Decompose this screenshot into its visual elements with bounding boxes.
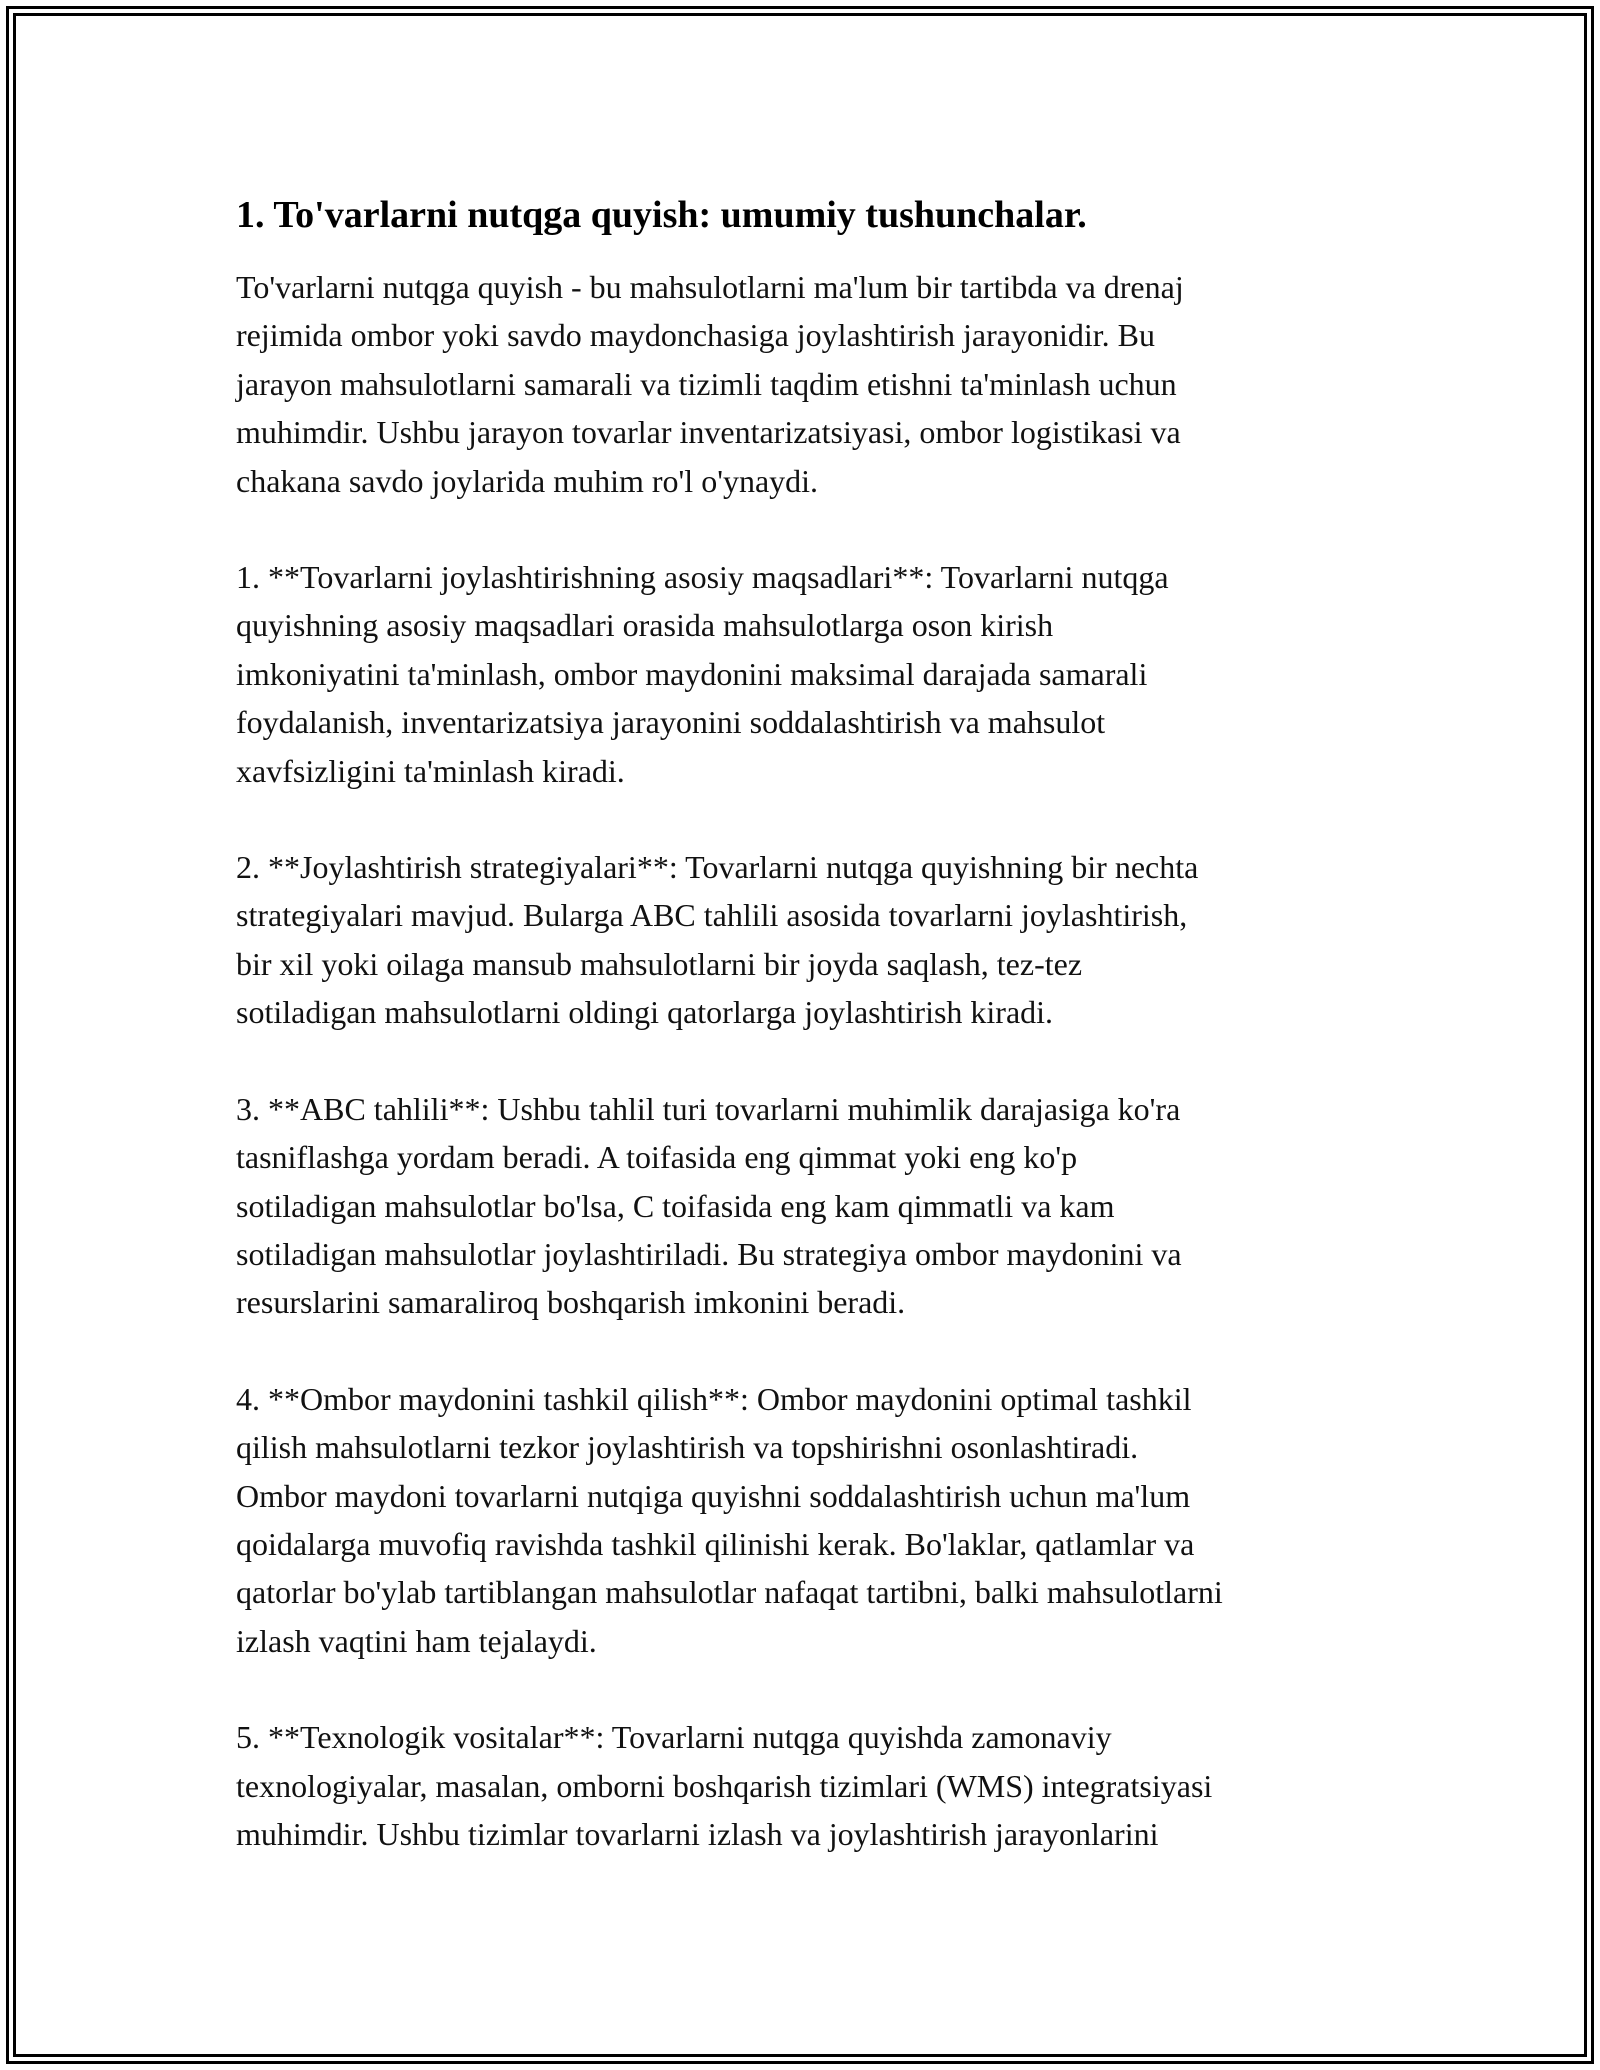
point-3-paragraph: 3. **ABC tahlili**: Ushbu tahlil turi tovarlarni muhimlik darajasiga ko'ra tasniflashga yordam beradi. A toifasida eng qimmat yoki eng ko'p sotiladigan mahsulotlar bo'lsa, C toifasida eng kam qimmatli va kam sotiladigan mahsulotlar joylashtiriladi. Bu strategiya ombor maydonini va resurslarini samaraliroq boshqarish imkonini beradi. — [236, 1090, 1182, 1321]
document-page — [236, 185, 1386, 1906]
point-5-paragraph: 5. **Texnologik vositalar**: Tovarlarni nutqga quyishda zamonaviy texnologiyalar, masalan, omborni boshqarish tizimlari (WMS) integratsiyasi muhimdir. Ushbu tizimlar tovarlarni izlash va joylashtirish jarayonlarini — [236, 1719, 1213, 1852]
point-1-paragraph: 1. **Tovarlarni joylashtirishning asosiy maqsadlari**: Tovarlarni nutqga quyishning asosiy maqsadlari orasida mahsulotlarga oson kirish imkoniyatini ta'minlash, ombor maydonini maksimal darajada samarali foydalanish, inventarizatsiya jarayonini soddalashtirish va mahsulot xavfsizligini ta'minlash kiradi. — [236, 559, 1169, 789]
point-2-paragraph: 2. **Joylashtirish strategiyalari**: Tovarlarni nutqga quyishning bir nechta strategiyalari mavjud. Bularga ABC tahlili asosida tovarlarni joylashtirish, bir xil yoki oilaga mansub mahsulotlarni bir joyda saqlash, tez-tez sotiladigan mahsulotlarni oldingi qatorlarga joylashtirish kiradi. — [236, 849, 1199, 1031]
point-4-paragraph: 4. **Ombor maydonini tashkil qilish**: Ombor maydonini optimal tashkil qilish mahsulotlarni tezkor joylashtirish va topshirishni osonlashtiradi. Ombor maydoni tovarlarni nutqiga quyishni soddalashtirish uchun ma'lum qoidalarga muvofiq ravishda tashkil qilinishi kerak. Bo'laklar, qatlamlar va qatorlar bo'ylab tartiblangan mahsulotlar nafaqat tartibni, balki mahsulotlarni izlash vaqtini ham tejalaydi. — [236, 1380, 1223, 1659]
intro-paragraph: To'varlarni nutqga quyish - bu mahsulotlarni ma'lum bir tartibda va drenaj rejimida ombor yoki savdo maydonchasiga joylashtirish jarayonidir. Bu jarayon mahsulotlarni samarali va tizimli taqdim etishni ta'minlash uchun muhimdir. Ushbu jarayon tovarlar inventarizatsiyasi, ombor logistikasi va chakana savdo joylarida muhim ro'l o'ynaydi. — [236, 269, 1184, 499]
section-heading: 1. To'varlarni nutqga quyish: umumiy tushunchalar. — [236, 194, 1087, 236]
